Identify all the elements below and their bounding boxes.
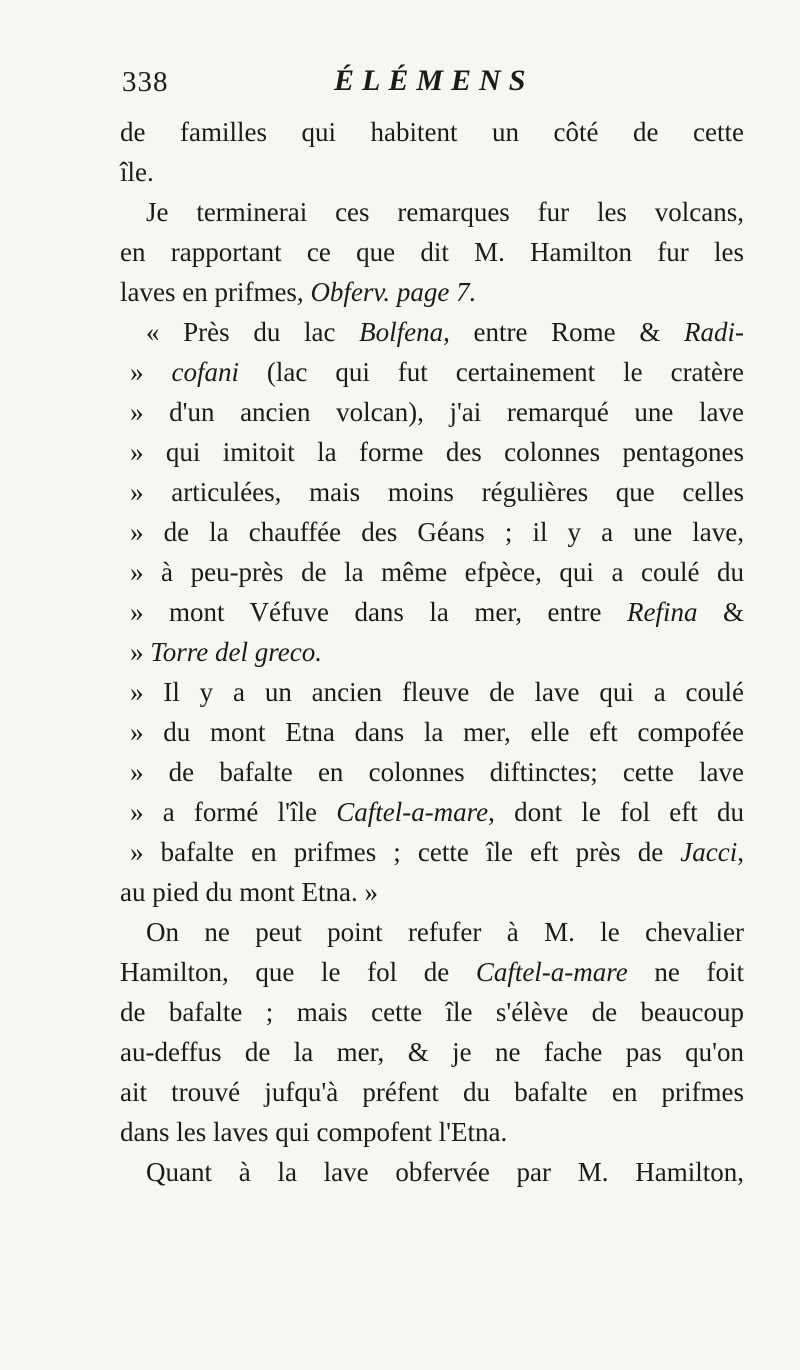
quote-line: » à peu-près de la même efpèce, qui a coulé du (130, 557, 744, 587)
text-line: ait trouvé jufqu'à préfent du bafalte en prifmes (120, 1077, 744, 1107)
text-line: au-deffus de la mer, & je ne fache pas qu'on (120, 1037, 744, 1067)
text-line: de bafalte ; mais cette île s'élève de beaucoup (120, 997, 744, 1027)
quote-line: « Près du lac Bolfena, entre Rome & Radi- (146, 317, 744, 347)
running-title: ÉLÉMENS (334, 64, 534, 97)
quote-line: » mont Véfuve dans la mer, entre Refina & (130, 597, 744, 627)
text-line: île. (120, 157, 154, 187)
quote-line: » qui imitoit la forme des colonnes pentagones (130, 437, 744, 467)
text-line: laves en prifmes, Obferv. page 7. (120, 277, 477, 307)
quote-line: » Torre del greco. (130, 637, 322, 667)
text-line: dans les laves qui compofent l'Etna. (120, 1117, 508, 1147)
page-number: 338 (122, 66, 169, 98)
page-header (122, 60, 742, 104)
text-line: de familles qui habitent un côté de cette (120, 117, 744, 147)
quote-line: » de bafalte en colonnes diftinctes; cette lave (130, 757, 744, 787)
text-line: Quant à la lave obfervée par M. Hamilton, (146, 1157, 744, 1187)
text-line: Je terminerai ces remarques fur les volcans, (146, 197, 744, 227)
quote-line: » articulées, mais moins régulières que celles (130, 477, 744, 507)
quote-line: » Il y a un ancien fleuve de lave qui a coulé (130, 677, 744, 707)
quote-line: » cofani (lac qui fut certainement le cratère (130, 357, 745, 387)
text-line: en rapportant ce que dit M. Hamilton fur les (120, 237, 744, 267)
text-line: Hamilton, que le fol de Caftel-a-mare ne foit (120, 957, 745, 987)
quote-line: » bafalte en prifmes ; cette île eft près de Jacci, (130, 837, 744, 867)
quote-line: » d'un ancien volcan), j'ai remarqué une lave (130, 397, 744, 427)
quote-line: » de la chauffée des Géans ; il y a une lave, (130, 517, 744, 547)
text-line: au pied du mont Etna. » (120, 877, 378, 907)
quote-line: » du mont Etna dans la mer, elle eft compofée (130, 717, 744, 747)
text-line: On ne peut point refufer à M. le chevalier (146, 917, 744, 947)
quote-line: » a formé l'île Caftel-a-mare, dont le fol eft du (130, 797, 744, 827)
